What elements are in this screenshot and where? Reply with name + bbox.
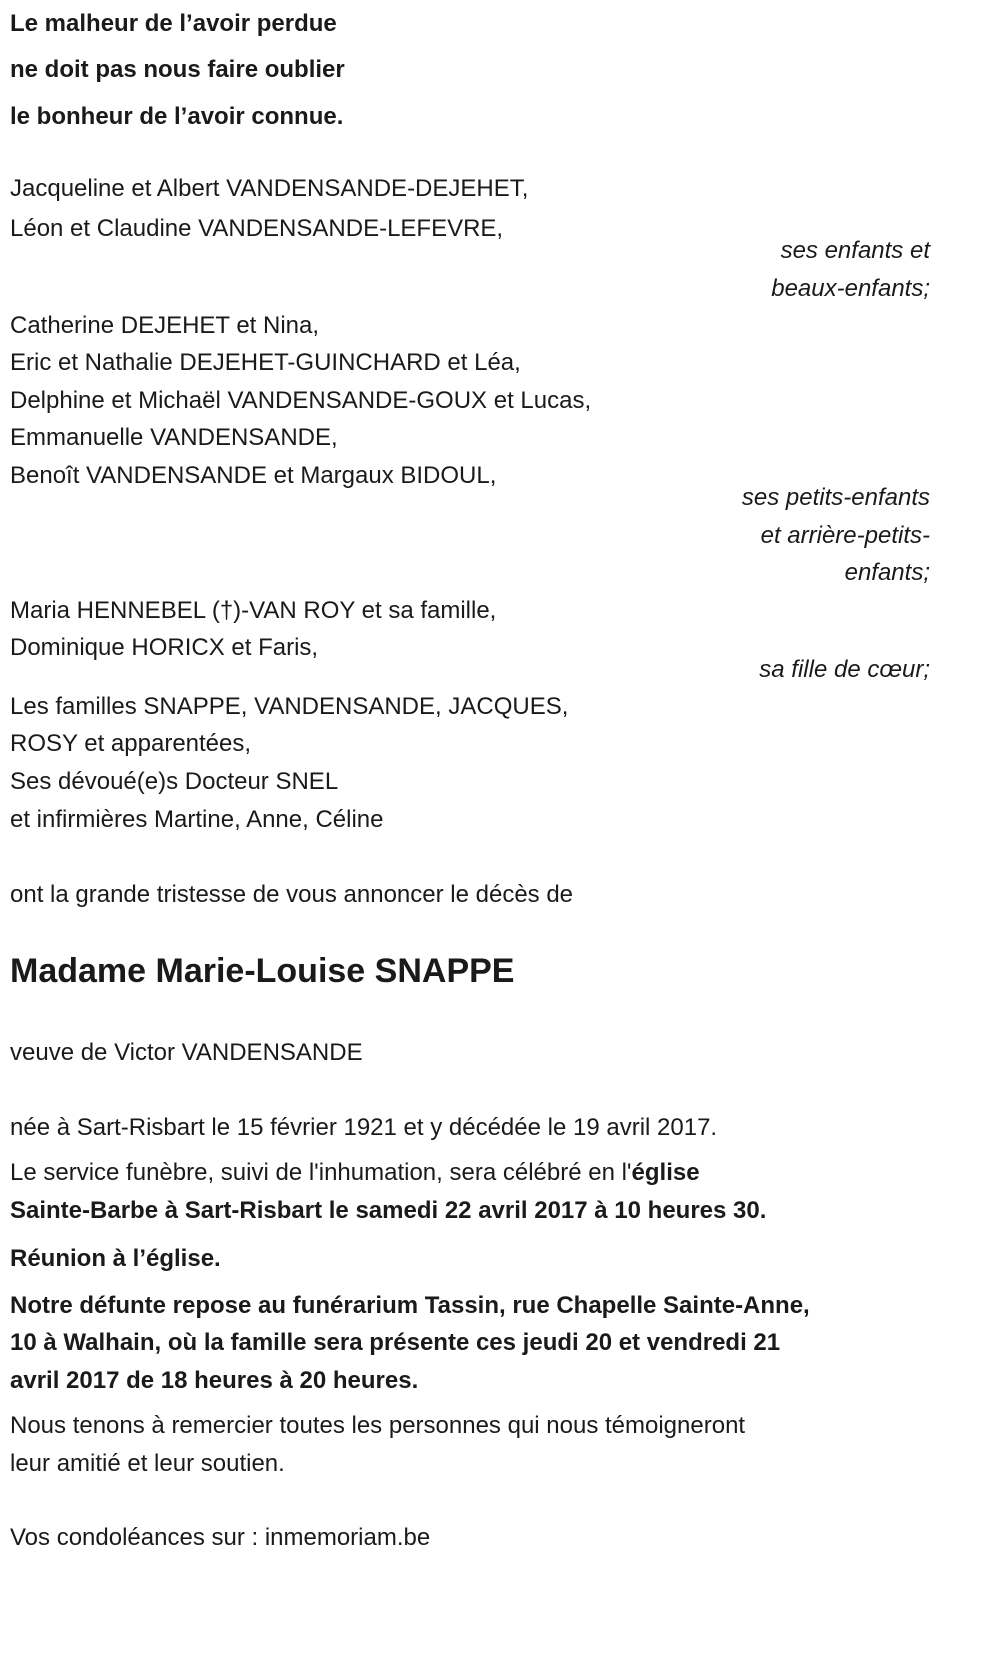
families-line: ROSY et apparentées,: [10, 730, 252, 757]
service-line: Sainte-Barbe à Sart-Risbart le samedi 22 avril 2017 à 10 heures 30.: [10, 1197, 767, 1224]
grandchild-name: Catherine DEJEHET et Nina,: [10, 312, 320, 339]
epigraph-line: Le malheur de l’avoir perdue: [10, 10, 337, 37]
grandchildren-role: ses petits-enfants: [741, 484, 930, 511]
grandchildren-role: enfants;: [844, 559, 930, 586]
reunion: Réunion à l’église.: [10, 1245, 221, 1272]
children-role: beaux-enfants;: [771, 275, 930, 302]
heart-daughter-role: sa fille de cœur;: [759, 656, 930, 683]
announcement: ont la grande tristesse de vous annoncer le décès de: [10, 881, 574, 908]
birth-death: née à Sart-Risbart le 15 février 1921 et y décédée le 19 avril 2017.: [10, 1114, 718, 1141]
deceased-name: Madame Marie-Louise SNAPPE: [10, 952, 515, 990]
families-line: Ses dévoué(e)s Docteur SNEL: [10, 768, 339, 795]
grandchild-name: Benoît VANDENSANDE et Margaux BIDOUL,: [10, 462, 497, 489]
funerarium-line: avril 2017 de 18 heures à 20 heures.: [10, 1367, 419, 1394]
heart-daughter-name: Dominique HORICX et Faris,: [10, 634, 319, 661]
heart-daughter-name: Maria HENNEBEL (†)-VAN ROY et sa famille,: [10, 597, 497, 624]
families-line: et infirmières Martine, Anne, Céline: [10, 806, 384, 833]
widow-of: veuve de Victor VANDENSANDE: [10, 1039, 363, 1066]
thanks-line: leur amitié et leur soutien.: [10, 1450, 285, 1477]
funerarium-line: Notre défunte repose au funérarium Tassin, rue Chapelle Sainte-Anne,: [10, 1292, 810, 1319]
funerarium-line: 10 à Walhain, où la famille sera présente ces jeudi 20 et vendredi 21: [10, 1329, 781, 1356]
grandchild-name: Eric et Nathalie DEJEHET-GUINCHARD et Léa,: [10, 349, 521, 376]
thanks-line: Nous tenons à remercier toutes les personnes qui nous témoigneront: [10, 1412, 746, 1439]
grandchild-name: Delphine et Michaël VANDENSANDE-GOUX et Lucas,: [10, 387, 592, 414]
epigraph-line: ne doit pas nous faire oublier: [10, 56, 345, 83]
condolences: Vos condoléances sur : inmemoriam.be: [10, 1524, 431, 1551]
children-role: ses enfants et: [780, 237, 930, 264]
child-name: Léon et Claudine VANDENSANDE-LEFEVRE,: [10, 215, 504, 242]
service-line: [10, 1158, 700, 1188]
child-name: Jacqueline et Albert VANDENSANDE-DEJEHET,: [10, 175, 529, 202]
families-line: Les familles SNAPPE, VANDENSANDE, JACQUES,: [10, 693, 569, 720]
grandchild-name: Emmanuelle VANDENSANDE,: [10, 424, 338, 451]
service-church: église: [631, 1159, 700, 1186]
grandchildren-role: et arrière-petits-: [760, 522, 930, 549]
epigraph-line: le bonheur de l’avoir connue.: [10, 103, 344, 130]
service-text: Le service funèbre, suivi de l'inhumation, sera célébré en l': [10, 1159, 632, 1186]
